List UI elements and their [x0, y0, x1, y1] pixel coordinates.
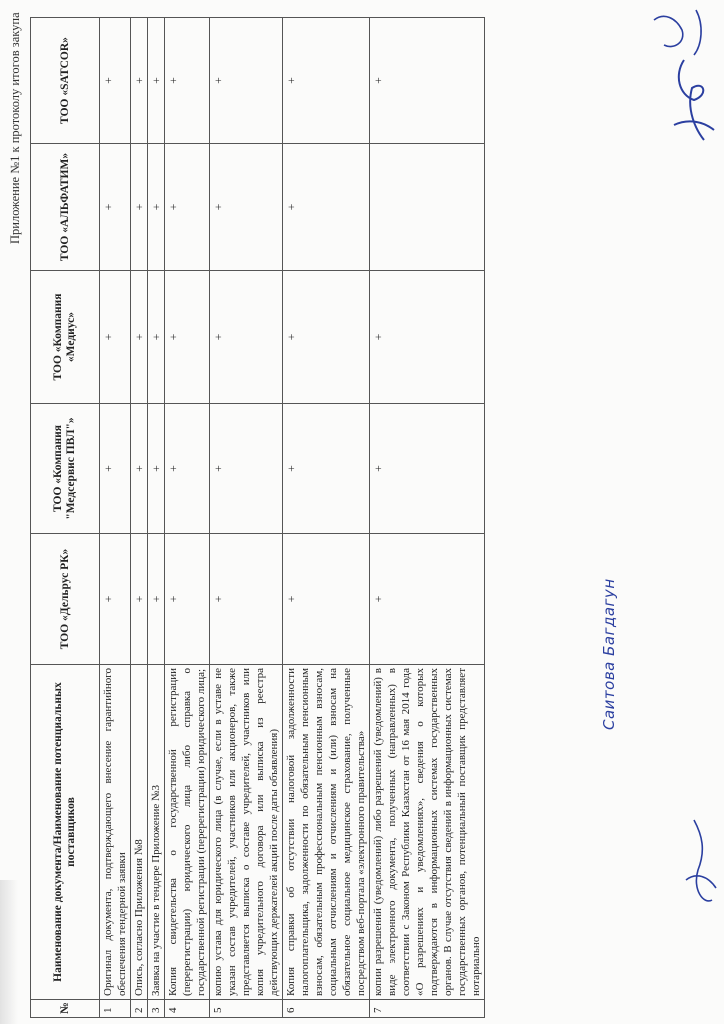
mark-cell: +: [165, 144, 210, 271]
mark-cell: +: [100, 271, 131, 404]
row-document: Оригинал документа, подтверждающего внесение гарантийного обеспечения тендерной заявки: [100, 665, 131, 1000]
table-row: [148, 18, 165, 1018]
mark-cell: +: [283, 18, 370, 144]
table-row: [370, 18, 485, 1018]
signature-scribble-upper: [654, 10, 701, 55]
mark-cell: +: [283, 144, 370, 271]
row-number: 6: [283, 1000, 370, 1018]
handwritten-signature: Саитова Багдагун: [600, 578, 618, 730]
mark-cell: +: [131, 18, 148, 144]
row-number: 5: [210, 1000, 283, 1018]
header-supplier-satcor: ТОО «SATCOR»: [31, 18, 100, 144]
signature-scribble-top: [674, 60, 714, 140]
mark-cell: +: [370, 534, 485, 665]
row-number: 1: [100, 1000, 131, 1018]
mark-cell: +: [148, 404, 165, 534]
row-document: Копия свидетельства о государственной регистрации (перерегистрации) юридического лица либо справка о государственной регистрации (перерегистрации) юридического лица;: [165, 665, 210, 1000]
mark-cell: +: [131, 404, 148, 534]
mark-cell: +: [165, 404, 210, 534]
mark-cell: +: [165, 534, 210, 665]
header-num: №: [31, 1000, 100, 1018]
signature-scribble-lower: [686, 820, 716, 901]
row-document: Заявка на участие в тендере Приложение №3: [148, 665, 165, 1000]
header-supplier-medius: ТОО «Компания «Медиус»: [31, 271, 100, 404]
mark-cell: +: [210, 144, 283, 271]
mark-cell: +: [100, 534, 131, 665]
mark-cell: +: [283, 404, 370, 534]
mark-cell: +: [100, 404, 131, 534]
row-number: 2: [131, 1000, 148, 1018]
mark-cell: +: [370, 404, 485, 534]
mark-cell: +: [100, 144, 131, 271]
mark-cell: +: [370, 18, 485, 144]
mark-cell: +: [165, 18, 210, 144]
row-document: копию устава для юридического лица (в случае, если в уставе не указан состав учредителей, участников или акционеров, также представляется выписка о составе учредителей, участников или копия учредительного договора или выписка из реестра действующих держателей акций после даты объявления): [210, 665, 283, 1000]
header-supplier-alfatim: ТОО «АЛЬФАТИМ»: [31, 144, 100, 271]
mark-cell: +: [210, 404, 283, 534]
row-number: 3: [148, 1000, 165, 1018]
table-row: [131, 18, 148, 1018]
mark-cell: +: [283, 271, 370, 404]
mark-cell: +: [210, 534, 283, 665]
mark-cell: +: [131, 144, 148, 271]
mark-cell: +: [370, 271, 485, 404]
mark-cell: +: [148, 534, 165, 665]
row-document: Копия справки об отсутствии налоговой задолженности налогоплательщика, задолженности по обязательным пенсионным взносам, обязательным профессиональным пенсионным взносам, социальным отчислениям и отчислениям и (или) взносам на обязательное социальное медицинское страхование, полученные посредством веб-портала «электронного правительства»: [283, 665, 370, 1000]
row-document: копии разрешений (уведомлений) либо разрешений (уведомлений) в виде электронного документа, полученных (направленных) в соответствии с Законом Республики Казахстан от 16 мая 2014 года «О разрешениях и уведомлениях», сведения о которых подтверждаются в информационных системах государственных органов. В случае отсутствия сведений в информационных системах государственных органов, потенциальный поставщик представляет нотариально: [370, 665, 485, 1000]
header-supplier-medservice: ТОО «Компания "Медсервис ПВЛ"»: [31, 404, 100, 534]
table-header-row: [31, 18, 100, 1018]
mark-cell: +: [210, 271, 283, 404]
signature-marks: [634, 0, 724, 1024]
mark-cell: +: [283, 534, 370, 665]
table-row: [283, 18, 370, 1018]
mark-cell: +: [165, 271, 210, 404]
mark-cell: +: [210, 18, 283, 144]
row-number: 7: [370, 1000, 485, 1018]
mark-cell: [370, 144, 485, 271]
mark-cell: +: [100, 18, 131, 144]
mark-cell: +: [148, 144, 165, 271]
row-document: Опись, согласно Приложения №8: [131, 665, 148, 1000]
header-document: Наименование документа/Наименование потенциальных поставщиков: [31, 665, 100, 1000]
header-supplier-delrus: ТОО «Дельрус РК»: [31, 534, 100, 665]
evaluation-table: [30, 17, 485, 1018]
table-row: [100, 18, 131, 1018]
table-row: [210, 18, 283, 1018]
mark-cell: +: [131, 271, 148, 404]
mark-cell: +: [148, 18, 165, 144]
table-row: [165, 18, 210, 1018]
row-number: 4: [165, 1000, 210, 1018]
mark-cell: +: [148, 271, 165, 404]
annex-title: Приложение №1 к протоколу итогов закупа: [8, 12, 22, 244]
mark-cell: +: [131, 534, 148, 665]
